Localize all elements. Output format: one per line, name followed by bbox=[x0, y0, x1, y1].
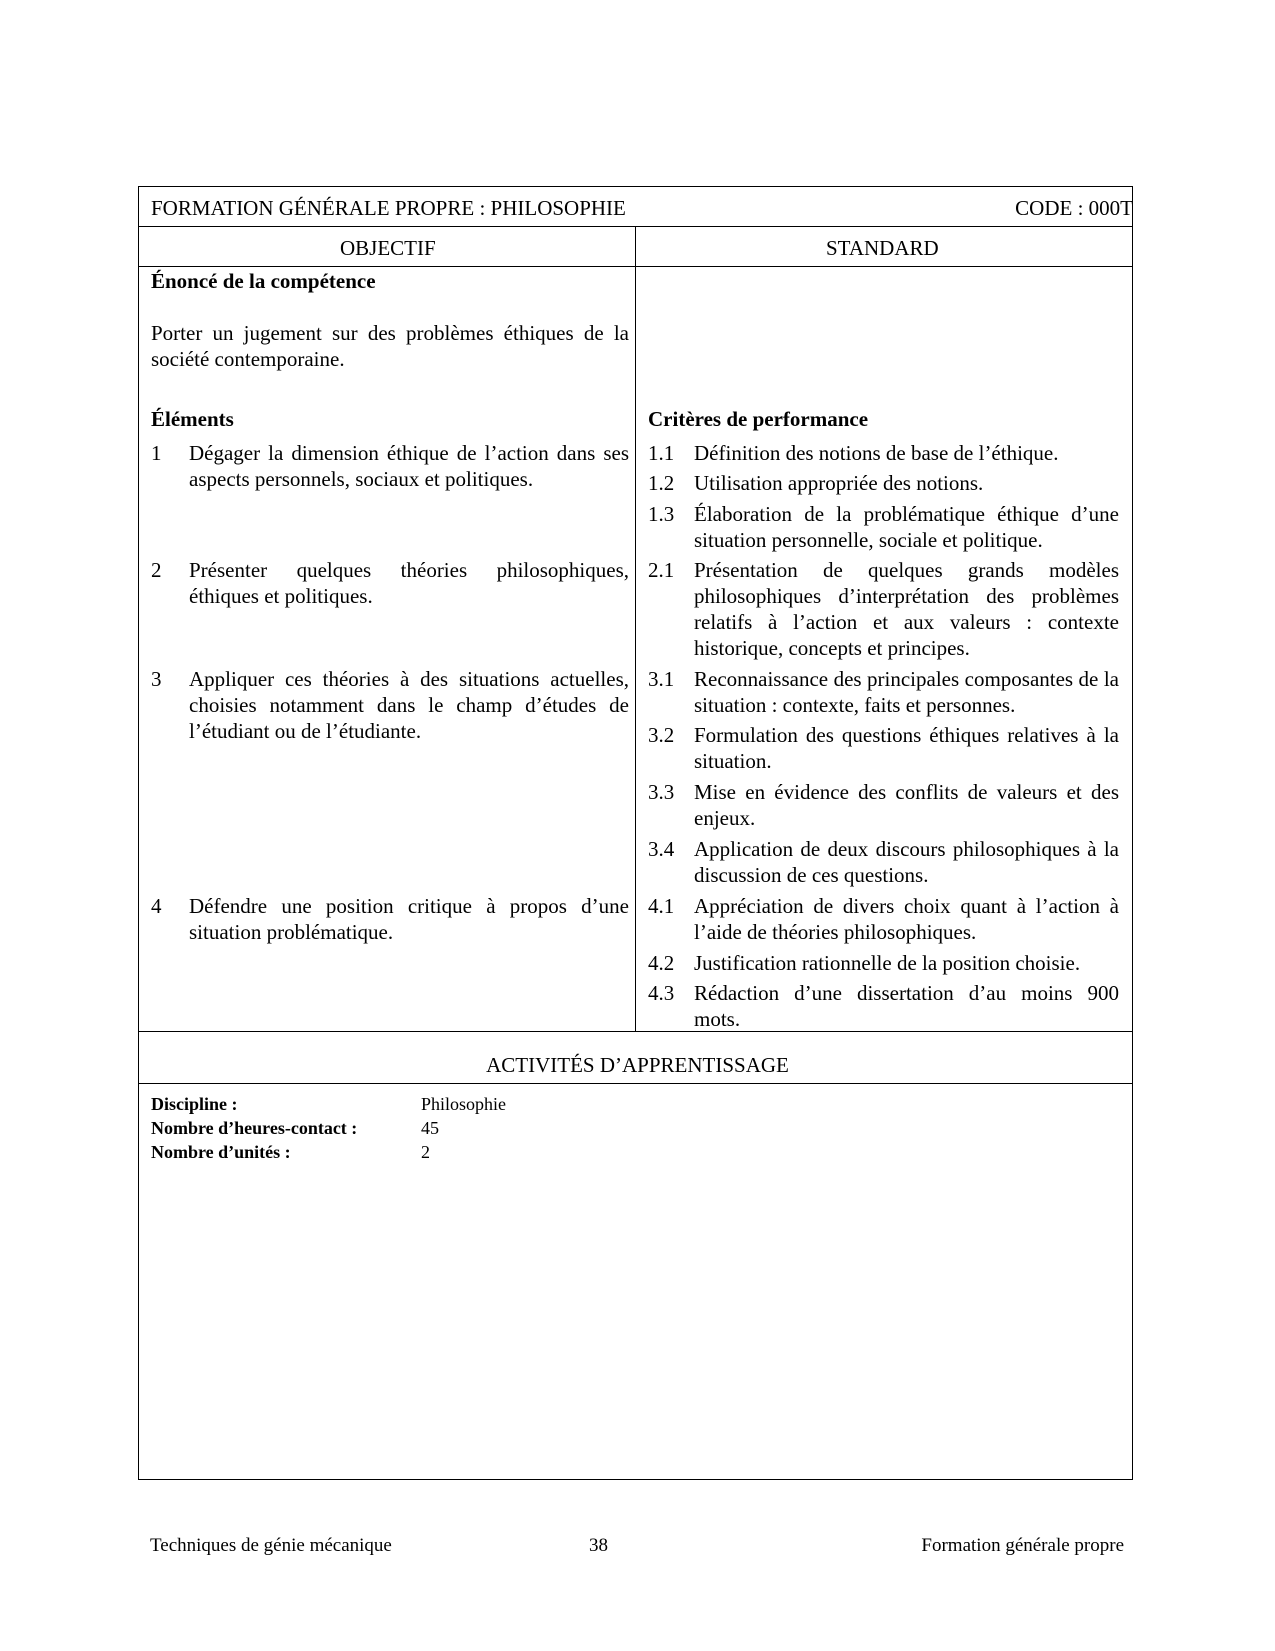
critere-text: Appréciation de divers choix quant à l’action à l’aide de théories philosophiques. bbox=[694, 894, 1119, 944]
critere-number: 3.1 bbox=[648, 667, 675, 691]
column-divider bbox=[635, 226, 636, 1031]
footer-section: Formation générale propre bbox=[921, 1535, 1124, 1556]
activites-title: ACTIVITÉS D’APPRENTISSAGE bbox=[486, 1053, 789, 1077]
critere-number: 3.4 bbox=[648, 837, 675, 861]
critere-text: Rédaction d’une dissertation d’au moins 900 mots. bbox=[694, 981, 1119, 1031]
critere-text: Élaboration de la problématique éthique d’une situation personnelle, sociale et politique. bbox=[694, 502, 1119, 552]
element-text: Dégager la dimension éthique de l’action dans ses aspects personnels, sociaux et politiques. bbox=[189, 441, 629, 491]
critere-text: Présentation de quelques grands modèles philosophiques d’interprétation des problèmes relatifs à l’action et aux valeurs : contexte historique, concepts et principes. bbox=[694, 558, 1119, 660]
critere-number: 1.2 bbox=[648, 471, 675, 495]
header-title: FORMATION GÉNÉRALE PROPRE : PHILOSOPHIE bbox=[151, 196, 626, 220]
enonce-text: Porter un jugement sur des problèmes éthiques de la société contemporaine. bbox=[151, 321, 629, 371]
critere-number: 4.2 bbox=[648, 951, 675, 975]
critere-text: Reconnaissance des principales composantes de la situation : contexte, faits et personnes. bbox=[694, 667, 1119, 717]
critere-number: 1.3 bbox=[648, 502, 675, 526]
activites-bottom-rule bbox=[138, 1083, 1133, 1084]
elements-label: Éléments bbox=[151, 407, 234, 431]
critere-text: Mise en évidence des conflits de valeurs et des enjeux. bbox=[694, 780, 1119, 830]
critere-text: Application de deux discours philosophiques à la discussion de ces questions. bbox=[694, 837, 1119, 887]
critere-number: 4.1 bbox=[648, 894, 675, 918]
critere-text: Utilisation appropriée des notions. bbox=[694, 471, 984, 495]
info-value-heures: 45 bbox=[421, 1118, 439, 1138]
element-number: 2 bbox=[151, 558, 162, 582]
critere-number: 3.2 bbox=[648, 723, 675, 747]
critere-number: 1.1 bbox=[648, 441, 675, 465]
footer-program: Techniques de génie mécanique bbox=[150, 1535, 392, 1556]
header-code: CODE : 000T bbox=[1015, 196, 1133, 220]
critere-text: Définition des notions de base de l’éthique. bbox=[694, 441, 1059, 465]
criteres-label: Critères de performance bbox=[648, 407, 869, 431]
footer-page-number: 38 bbox=[589, 1535, 608, 1556]
info-value-unites: 2 bbox=[421, 1142, 430, 1162]
critere-text: Justification rationnelle de la position choisie. bbox=[694, 951, 1081, 975]
info-label-unites: Nombre d’unités : bbox=[151, 1142, 291, 1162]
info-label-discipline: Discipline : bbox=[151, 1094, 238, 1114]
enonce-label: Énoncé de la compétence bbox=[151, 269, 376, 293]
info-label-heures: Nombre d’heures-contact : bbox=[151, 1118, 358, 1138]
element-number: 4 bbox=[151, 894, 162, 918]
critere-number: 4.3 bbox=[648, 981, 675, 1005]
column-header-objectif: OBJECTIF bbox=[340, 236, 436, 260]
element-text: Défendre une position critique à propos d’une situation problématique. bbox=[189, 894, 629, 944]
critere-text: Formulation des questions éthiques relatives à la situation. bbox=[694, 723, 1119, 773]
info-value-discipline: Philosophie bbox=[421, 1094, 507, 1114]
element-number: 3 bbox=[151, 667, 162, 691]
critere-number: 2.1 bbox=[648, 558, 675, 582]
element-text: Appliquer ces théories à des situations actuelles, choisies notamment dans le champ d’études de l’étudiant ou de l’étudiante. bbox=[189, 667, 629, 743]
critere-number: 3.3 bbox=[648, 780, 675, 804]
column-header-standard: STANDARD bbox=[826, 236, 939, 260]
element-text: Présenter quelques théories philosophiques, éthiques et politiques. bbox=[189, 558, 629, 608]
element-number: 1 bbox=[151, 441, 162, 465]
